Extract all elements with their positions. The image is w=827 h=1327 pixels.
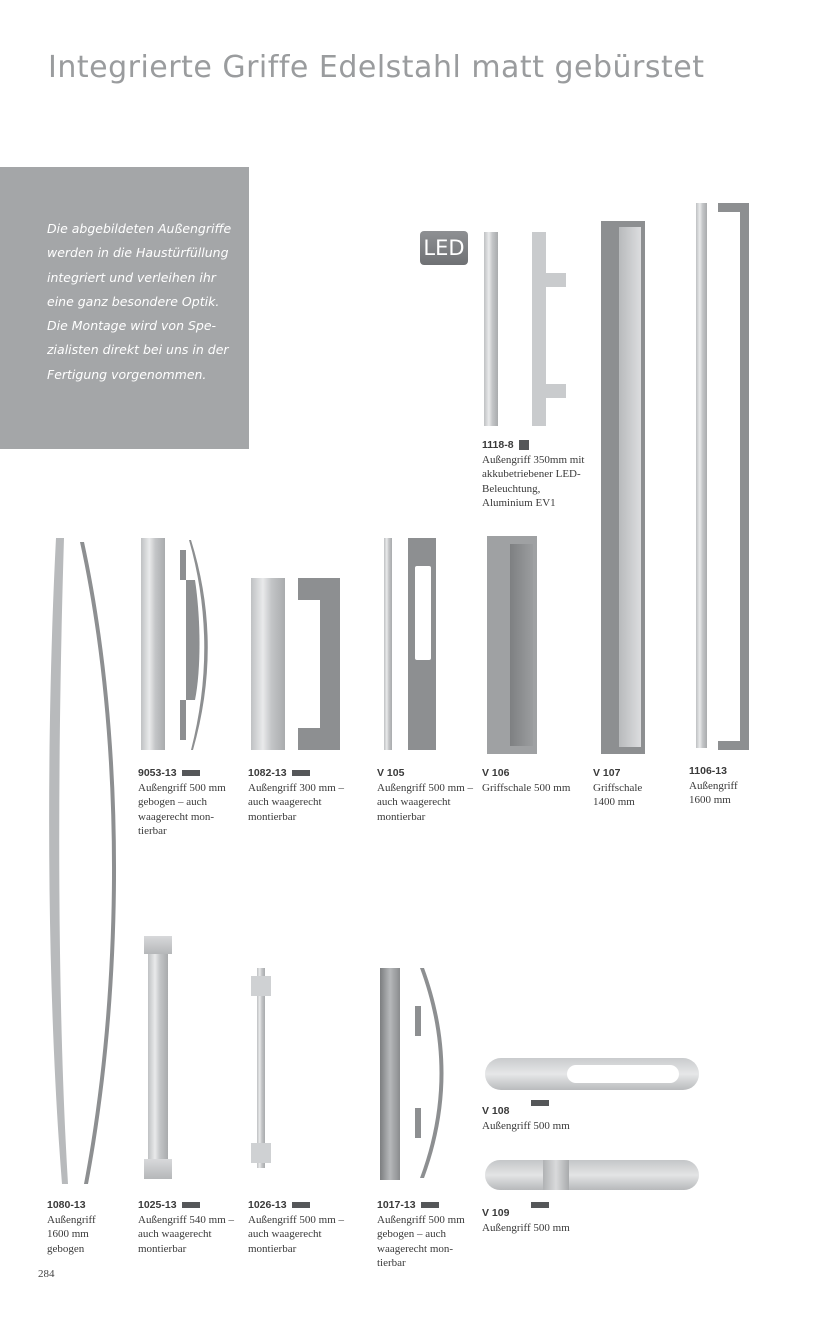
caption-v108 — [482, 1104, 602, 1133]
product-code: 9053-13 — [138, 767, 177, 779]
product-desc: Außengriff 500 mm – auch waagerecht montierbar — [248, 1213, 345, 1255]
handle-1106-image — [696, 203, 707, 748]
product-code: 1106-13 — [689, 765, 727, 777]
color-mark — [531, 1202, 549, 1208]
product-code: 1080-13 — [47, 1199, 86, 1211]
color-mark — [182, 770, 200, 776]
product-code: V 109 — [482, 1207, 510, 1219]
product-desc: Außengriff 1600 mm — [689, 779, 738, 806]
product-code: V 106 — [482, 767, 510, 779]
handle-1080-image — [44, 534, 124, 1189]
product-code: V 108 — [482, 1105, 510, 1117]
handle-v105-profile — [408, 538, 436, 750]
caption-v107 — [593, 766, 661, 810]
product-desc: Außengriff 500 mm gebogen – auch waagerecht mon-tierbar — [377, 1213, 465, 1269]
product-code: 1118-8 — [482, 439, 514, 451]
product-desc: Außengriff 350mm mit akkubetriebener LED-Beleuchtung, Aluminium EV1 — [482, 453, 585, 509]
product-desc: Außengriff 500 mm gebogen – auch waagerecht mon-tierbar — [138, 781, 226, 837]
caption-1082 — [248, 766, 346, 824]
caption-v109 — [482, 1206, 602, 1235]
product-desc: Außengriff 500 mm — [482, 1119, 570, 1132]
color-mark — [292, 770, 310, 776]
product-desc: Griffschale 500 mm — [482, 781, 571, 794]
product-desc: Außengriff 500 mm – auch waagerecht montierbar — [377, 781, 474, 823]
product-code: 1017-13 — [377, 1199, 416, 1211]
handle-v109-image — [485, 1160, 699, 1190]
handle-1026-image — [257, 968, 265, 1168]
product-code: 1025-13 — [138, 1199, 177, 1211]
handle-1025-image — [148, 936, 168, 1179]
intro-box — [0, 167, 249, 449]
product-desc: Außengriff 1600 mm gebogen — [47, 1213, 96, 1255]
caption-1080 — [47, 1198, 107, 1256]
led-badge: LED — [420, 231, 468, 265]
handle-v106-image — [487, 536, 537, 754]
caption-1106 — [689, 764, 749, 808]
handle-v107-image — [601, 221, 645, 754]
product-code: V 105 — [377, 767, 405, 779]
handle-1082-profile — [298, 578, 342, 750]
handle-1017-image — [380, 968, 400, 1180]
caption-v106 — [482, 766, 586, 795]
handle-9053-image — [141, 538, 165, 750]
product-code: 1026-13 — [248, 1199, 287, 1211]
caption-9053 — [138, 766, 236, 839]
color-mark — [519, 440, 529, 450]
product-desc: Griffschale 1400 mm — [593, 781, 643, 808]
caption-1026 — [248, 1198, 346, 1256]
handle-1017-profile — [412, 968, 446, 1180]
caption-1025 — [138, 1198, 236, 1256]
color-mark — [292, 1202, 310, 1208]
product-desc: Außengriff 300 mm – auch waagerecht montierbar — [248, 781, 345, 823]
handle-1106-profile — [718, 203, 752, 750]
handle-v105-image — [384, 538, 392, 750]
color-mark — [421, 1202, 439, 1208]
caption-1017 — [377, 1198, 475, 1271]
handle-1118-profile — [530, 232, 570, 426]
caption-1118 — [482, 438, 592, 511]
product-code: V 107 — [593, 767, 621, 779]
color-mark — [531, 1100, 549, 1106]
product-desc: Außengriff 540 mm – auch waagerecht montierbar — [138, 1213, 235, 1255]
handle-1082-image — [251, 578, 285, 750]
page-title: Integrierte Griffe Edelstahl matt gebürstet — [48, 50, 705, 85]
page-number: 284 — [38, 1268, 55, 1280]
intro-text: Die abgebildeten Außengriffe werden in die Haustürfüllung integriert und verleihen ihr eine ganz besondere Optik. Die Montage wird von Spe-zialisten direkt bei uns in der Fertigung vorgenommen. — [47, 221, 232, 382]
handle-1118-image — [484, 232, 498, 426]
product-code: 1082-13 — [248, 767, 287, 779]
color-mark — [182, 1202, 200, 1208]
caption-v105 — [377, 766, 475, 824]
product-desc: Außengriff 500 mm — [482, 1221, 570, 1234]
handle-v108-image — [485, 1058, 699, 1090]
handle-9053-profile — [177, 540, 211, 752]
